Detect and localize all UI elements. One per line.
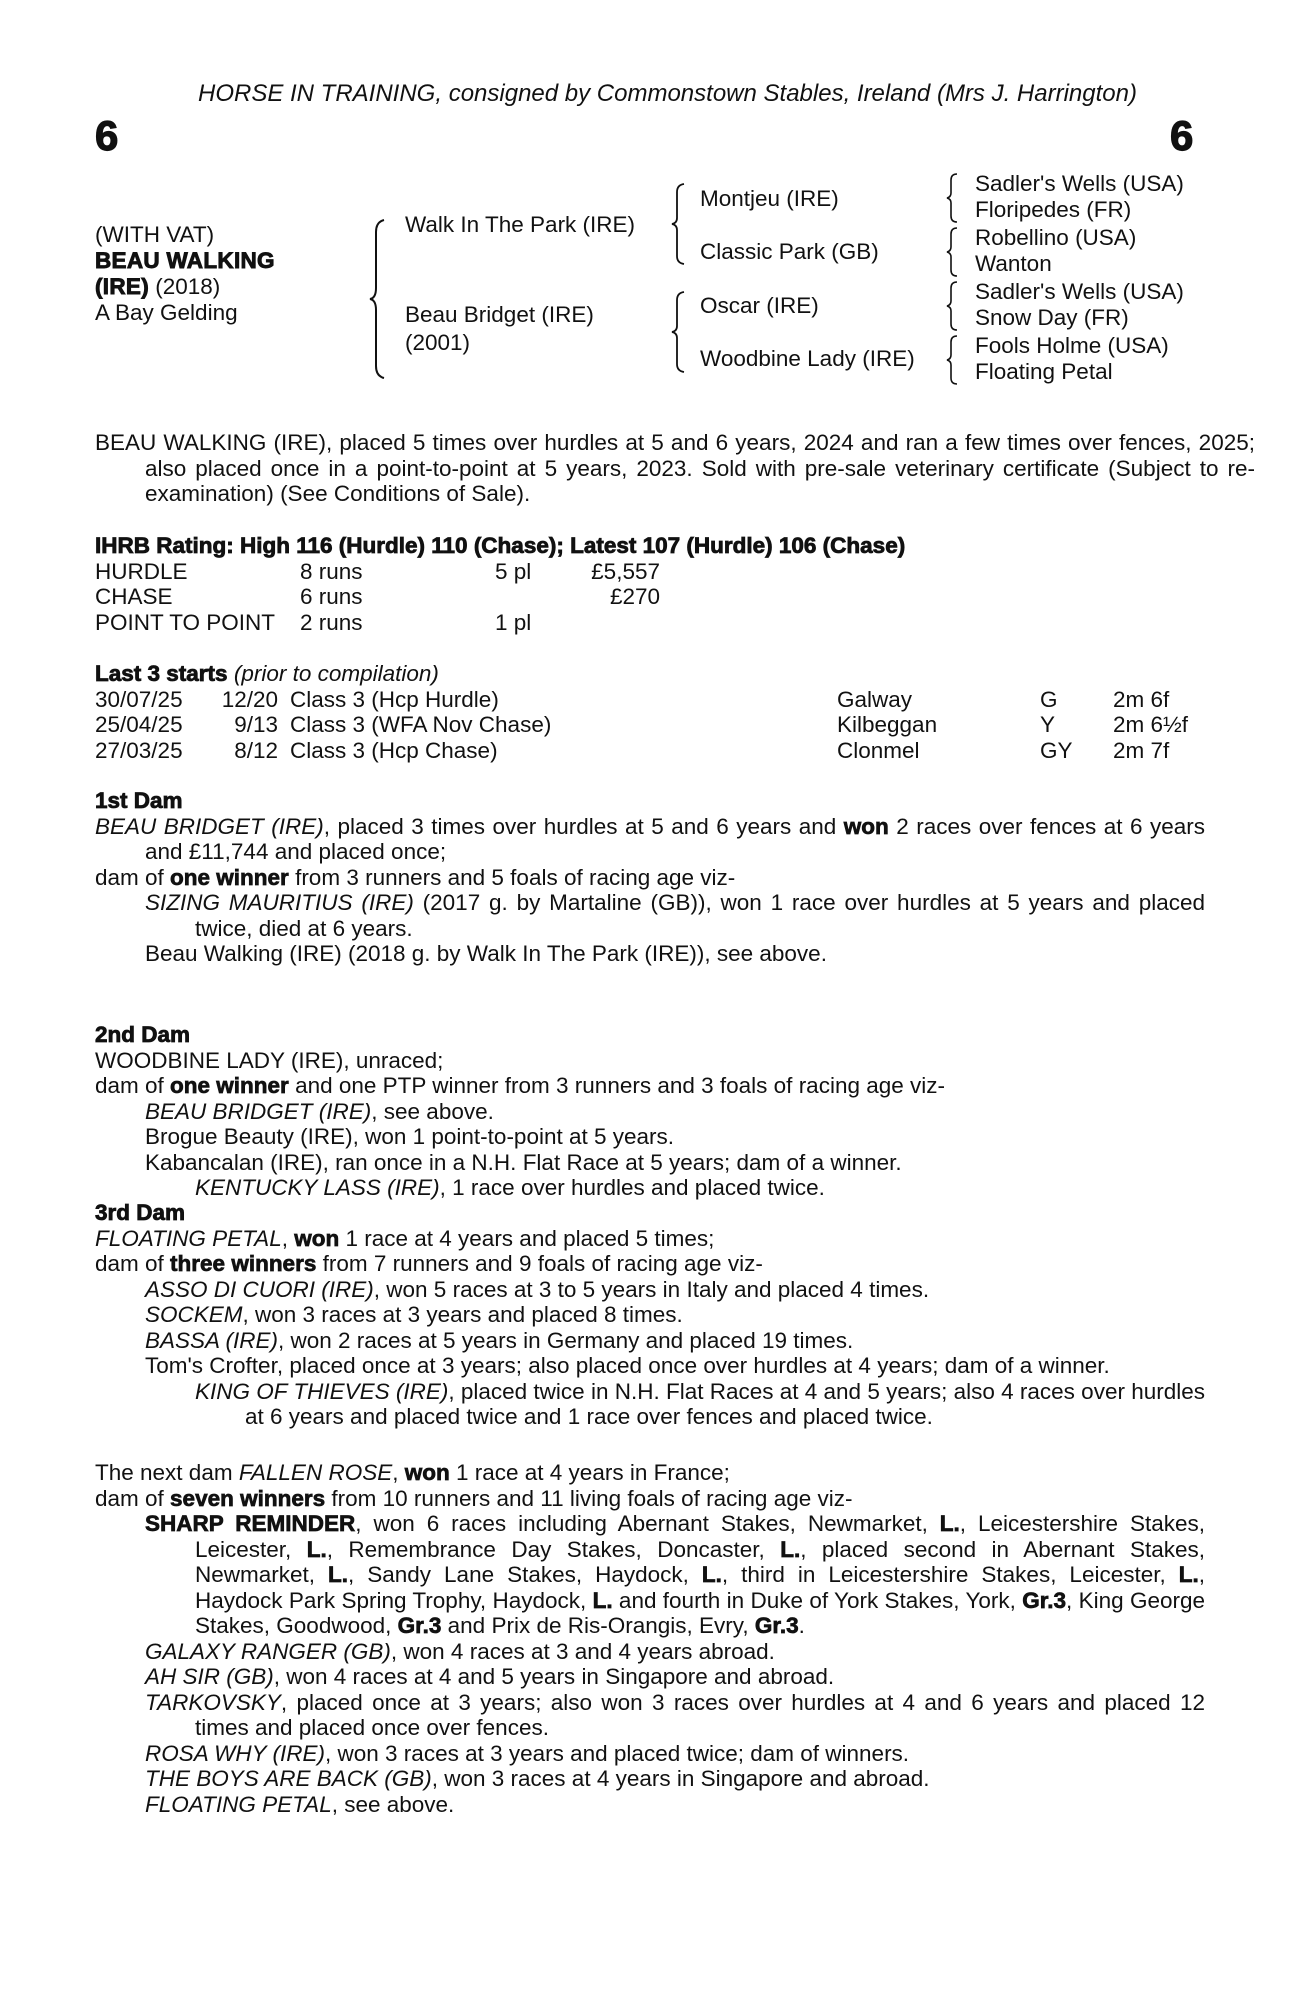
start-going: G — [1040, 686, 1058, 712]
rating-type: CHASE — [95, 584, 173, 609]
entry-text: , won 3 races at 4 years in Singapore and abroad. — [431, 1766, 930, 1791]
bold-text: Gr.3 — [754, 1613, 799, 1638]
entry-text: , Haydock Park Spring Trophy, Haydock, — [195, 1562, 1205, 1613]
ancestor-ddd: Floating Petal — [975, 359, 1113, 384]
start-date: 25/04/25 — [95, 712, 183, 737]
start-race: Class 3 (Hcp Chase) — [290, 737, 498, 763]
horse-origin-year — [95, 274, 275, 300]
rating-row — [95, 584, 1205, 610]
bold-text: three winners — [170, 1251, 317, 1276]
bold-text: won — [404, 1460, 450, 1485]
entry-text: Kabancalan (IRE), ran once in a N.H. Flat Race at 5 years; dam of a winner. — [145, 1149, 902, 1175]
horse-name-italic: BEAU BRIDGET (IRE) — [145, 1098, 372, 1124]
pedigree-entry — [95, 1486, 1205, 1512]
entry-text: from 7 runners and 9 foals of racing age viz- — [316, 1251, 763, 1276]
bold-text: one winner — [170, 864, 289, 890]
bold-text: Gr.3 — [397, 1613, 442, 1638]
dam-heading: 1st Dam — [95, 788, 183, 813]
rating-type: POINT TO POINT — [95, 609, 276, 635]
rating-runs: 8 runs — [300, 558, 363, 584]
entry-text: , won 4 races at 3 and 4 years abroad. — [390, 1638, 775, 1664]
horse-country: (IRE) — [95, 274, 149, 299]
entry-text: , won 5 races at 3 to 5 years in Italy and placed 4 times. — [373, 1276, 930, 1302]
rating-type: HURDLE — [95, 558, 188, 584]
bold-text: won — [294, 1225, 340, 1251]
start-dist: 2m 6f — [1113, 686, 1170, 712]
racing-summary: BEAU WALKING (IRE), placed 5 times over hurdles at 5 and 6 years, 2024 and ran a few times over fences, 2025; also placed once in a point-to-point at 5 years, 2023. Sold with pre-sale veterinary certificate (Subject to re-examination) (See Conditions of Sale). — [95, 430, 1255, 506]
entry-text: from 10 runners and 11 living foals of racing age viz- — [325, 1485, 853, 1511]
rating-runs: 6 runs — [300, 584, 363, 609]
entry-text: (2017 g. by Martaline (GB)), won 1 race over hurdles at 5 years and placed twice, died at 6 years. — [195, 890, 1205, 941]
pedigree-entry — [95, 865, 1205, 891]
pedigree-entry — [95, 941, 1205, 967]
entry-text: . — [798, 1613, 805, 1638]
entry-text: , won 6 races including Abernant Stakes, Newmarket, — [355, 1511, 940, 1536]
entry-text: dam of — [95, 864, 171, 890]
start-row — [95, 687, 1205, 713]
dam-sire: Oscar (IRE) — [700, 293, 819, 318]
entry-text: , third in Leicestershire Stakes, Leicester, — [721, 1562, 1179, 1587]
last-starts-section — [95, 661, 1205, 763]
bold-text: one winner — [170, 1073, 289, 1098]
start-date: 30/07/25 — [95, 686, 183, 712]
horse-year: (2018) — [149, 274, 221, 299]
pedigree-entry — [95, 1048, 1205, 1074]
last-starts-table — [95, 687, 1205, 764]
horse-name-italic: THE BOYS ARE BACK (GB) — [145, 1766, 432, 1791]
last-starts-heading — [95, 661, 1205, 687]
entry-text: , Leicestershire Stakes, Leicester, — [195, 1511, 1205, 1562]
pedigree-entry — [95, 1690, 1205, 1741]
start-row — [95, 738, 1205, 764]
entry-text: , 1 race over hurdles and placed twice. — [439, 1175, 825, 1200]
pedigree-brace-g3-2 — [945, 226, 959, 278]
pedigree-entry — [95, 890, 1205, 941]
pedigree-entry — [95, 1766, 1205, 1792]
pedigree-brace-sire — [670, 182, 688, 266]
bold-text: Gr.3 — [1022, 1587, 1067, 1613]
entry-text: 1 race at 4 years in France; — [449, 1460, 730, 1485]
entry-text: dam of — [95, 1251, 171, 1276]
pedigree-entry — [95, 1302, 1205, 1328]
lot-number-left: 6 — [95, 112, 119, 159]
entry-text: dam of — [95, 1485, 171, 1511]
entry-text: , placed once at 3 years; also won 3 races over hurdles at 4 and 6 years and placed 12 times and placed once over fences. — [195, 1689, 1205, 1740]
pedigree-entry — [95, 1664, 1205, 1690]
entry-text: 2 races over fences at 6 years and £11,744 and placed once; — [145, 813, 1206, 864]
pedigree-brace-dam — [670, 290, 688, 374]
rating-row — [95, 610, 1205, 636]
pedigree-entry — [95, 1277, 1205, 1303]
bold-text: L. — [592, 1587, 613, 1613]
ancestor-sds: Robellino (USA) — [975, 225, 1137, 250]
pedigree-entry — [95, 814, 1205, 865]
start-going: GY — [1040, 737, 1073, 763]
entry-text: , placed twice in N.H. Flat Races at 4 and 5 years; also 4 races over hurdles at 6 years and placed twice and 1 race over fences and placed twice. — [245, 1378, 1205, 1429]
entry-text: WOODBINE LADY (IRE), unraced; — [95, 1047, 444, 1073]
bold-text: L. — [306, 1536, 327, 1562]
rating-runs: 2 runs — [300, 609, 363, 635]
entry-text: from 3 runners and 5 foals of racing age viz- — [288, 864, 736, 890]
ancestor-sdd: Wanton — [975, 251, 1052, 276]
entry-text: dam of — [95, 1073, 171, 1098]
pedigree-brace-g3-3 — [945, 280, 959, 332]
entry-text: and fourth in Duke of York Stakes, York, — [612, 1587, 1023, 1613]
horse-name-italic: BEAU BRIDGET (IRE) — [95, 813, 324, 839]
entry-text: , won 3 races at 3 years and placed 8 times. — [242, 1302, 683, 1327]
ancestor-dsd: Snow Day (FR) — [975, 305, 1129, 330]
bold-text: L. — [1178, 1562, 1199, 1587]
bold-text: L. — [939, 1511, 960, 1536]
pedigree-brace-g3-4 — [945, 334, 959, 386]
rating-earnings: £270 — [609, 584, 660, 609]
horse-name-italic: SIZING MAURITIUS (IRE) — [145, 890, 414, 915]
pedigree-entry — [95, 1511, 1205, 1639]
entry-text: Beau Walking (IRE) (2018 g. by Walk In The Park (IRE)), see above. — [145, 941, 827, 966]
pedigree-entry — [95, 1073, 1205, 1099]
entry-text: , King George Stakes, Goodwood, — [195, 1587, 1206, 1638]
bold-text: L. — [780, 1536, 801, 1562]
start-row — [95, 712, 1205, 738]
rating-row — [95, 559, 1205, 585]
entry-text: 1 race at 4 years and placed 5 times; — [339, 1225, 715, 1251]
horse-name: BEAU WALKING — [95, 248, 275, 273]
pedigree-entry — [95, 1251, 1205, 1277]
entry-text: , Remembrance Day Stakes, Doncaster, — [326, 1536, 781, 1562]
entry-text: Tom's Crofter, placed once at 3 years; also placed once over hurdles at 4 years; dam of a winner. — [145, 1353, 1110, 1378]
sire: Walk In The Park (IRE) — [405, 212, 636, 237]
entry-text: , see above. — [371, 1098, 494, 1124]
entry-text: Brogue Beauty (IRE), won 1 point-to-point at 5 years. — [145, 1124, 675, 1149]
rating-section — [95, 533, 1205, 635]
horse-name-italic: GALAXY RANGER (GB) — [145, 1638, 391, 1664]
start-course: Galway — [837, 686, 913, 712]
horse-name-italic: KENTUCKY LASS (IRE) — [195, 1175, 440, 1200]
pedigree-entry — [95, 1124, 1205, 1150]
rating-title: IHRB Rating: High 116 (Hurdle) 110 (Chase); Latest 107 (Hurdle) 106 (Chase) — [95, 533, 906, 558]
start-race: Class 3 (WFA Nov Chase) — [290, 712, 552, 737]
bold-text: won — [843, 813, 889, 839]
horse-identity — [95, 222, 275, 326]
entry-text: , placed second in Abernant Stakes, Newmarket, — [195, 1536, 1205, 1587]
rating-placed: 1 pl — [495, 609, 532, 635]
entry-text: , won 3 races at 3 years and placed twice; dam of winners. — [325, 1740, 910, 1766]
bold-text: L. — [701, 1562, 722, 1587]
dam-section — [95, 788, 1205, 967]
bold-text: seven winners — [170, 1485, 326, 1511]
bold-text: SHARP REMINDER — [145, 1511, 356, 1536]
last-starts-subtitle: (prior to compilation) — [233, 661, 439, 686]
dam-year: (2001) — [405, 330, 471, 355]
start-dist: 2m 6½f — [1113, 712, 1189, 737]
rating-placed: 5 pl — [495, 558, 532, 584]
entry-text: , Sandy Lane Stakes, Haydock, — [348, 1562, 702, 1587]
pedigree-entry — [95, 1741, 1205, 1767]
start-course: Clonmel — [837, 737, 920, 763]
pedigree-entry — [95, 1099, 1205, 1125]
horse-name-italic: BASSA (IRE) — [145, 1327, 278, 1353]
bold-text: L. — [328, 1562, 349, 1587]
horse-name-italic: AH SIR (GB) — [145, 1664, 274, 1689]
consignor-header: HORSE IN TRAINING, consigned by Commonstown Stables, Ireland (Mrs J. Harrington) — [198, 80, 1137, 107]
vat-label: (WITH VAT) — [95, 222, 215, 247]
rating-table — [95, 559, 1205, 636]
horse-name-italic: ROSA WHY (IRE) — [145, 1740, 326, 1766]
pedigree-entry — [95, 1150, 1205, 1176]
lot-number-right: 6 — [1170, 112, 1194, 159]
entry-text: , — [281, 1225, 295, 1251]
entry-text: , won 4 races at 4 and 5 years in Singapore and abroad. — [273, 1664, 835, 1689]
entry-text: , placed 3 times over hurdles at 5 and 6 years and — [323, 813, 844, 839]
ancestor-dss: Sadler's Wells (USA) — [975, 279, 1184, 304]
pedigree-entry — [95, 1226, 1205, 1252]
pedigree-brace-main — [368, 218, 390, 380]
horse-description: A Bay Gelding — [95, 300, 238, 325]
horse-name-italic: FLOATING PETAL — [145, 1791, 332, 1817]
dam-heading: 2nd Dam — [95, 1022, 191, 1047]
dam: Beau Bridget (IRE) — [405, 302, 594, 327]
dam-section — [95, 1460, 1205, 1817]
horse-name-italic: KING OF THIEVES (IRE) — [195, 1378, 449, 1404]
last-starts-title: Last 3 starts — [95, 661, 228, 686]
ancestor-ssd: Floripedes (FR) — [975, 197, 1132, 222]
pedigree-brace-g3-1 — [945, 172, 959, 224]
start-pos: 12/20 — [221, 686, 278, 712]
entry-text: , see above. — [331, 1791, 455, 1817]
pedigree-entry — [95, 1379, 1205, 1430]
entry-text: , won 2 races at 5 years in Germany and placed 19 times. — [277, 1327, 854, 1353]
start-pos: 8/12 — [234, 737, 278, 763]
dam-section — [95, 1022, 1205, 1201]
start-course: Kilbeggan — [837, 712, 938, 737]
start-race: Class 3 (Hcp Hurdle) — [290, 686, 499, 712]
pedigree-entry — [95, 1792, 1205, 1818]
dam-section — [95, 1200, 1205, 1430]
ancestor-sss: Sadler's Wells (USA) — [975, 171, 1184, 196]
pedigree-entry — [95, 1639, 1205, 1665]
rating-earnings: £5,557 — [591, 558, 660, 584]
entry-text: The next dam — [95, 1460, 239, 1485]
pedigree-entry — [95, 1175, 1205, 1201]
sire-dam: Classic Park (GB) — [700, 239, 879, 264]
pedigree-entry — [95, 1353, 1205, 1379]
horse-name-italic: ASSO DI CUORI (IRE) — [145, 1276, 374, 1302]
pedigree-entry — [95, 1460, 1205, 1486]
horse-name-italic: FALLEN ROSE — [238, 1460, 393, 1485]
start-date: 27/03/25 — [95, 737, 183, 763]
entry-text: , — [392, 1460, 405, 1485]
sire-sire: Montjeu (IRE) — [700, 186, 839, 211]
start-dist: 2m 7f — [1113, 737, 1170, 763]
horse-name-italic: TARKOVSKY — [145, 1689, 281, 1715]
ancestor-dds: Fools Holme (USA) — [975, 333, 1169, 358]
entry-text: and Prix de Ris-Orangis, Evry, — [441, 1613, 755, 1638]
start-pos: 9/13 — [234, 712, 278, 737]
entry-text: and one PTP winner from 3 runners and 3 foals of racing age viz- — [288, 1073, 946, 1098]
dam-heading: 3rd Dam — [95, 1200, 186, 1225]
horse-name-italic: SOCKEM — [145, 1302, 243, 1327]
dam-dam: Woodbine Lady (IRE) — [700, 346, 915, 371]
pedigree-entry — [95, 1328, 1205, 1354]
horse-name-italic: FLOATING PETAL — [95, 1225, 282, 1251]
start-going: Y — [1040, 712, 1056, 737]
